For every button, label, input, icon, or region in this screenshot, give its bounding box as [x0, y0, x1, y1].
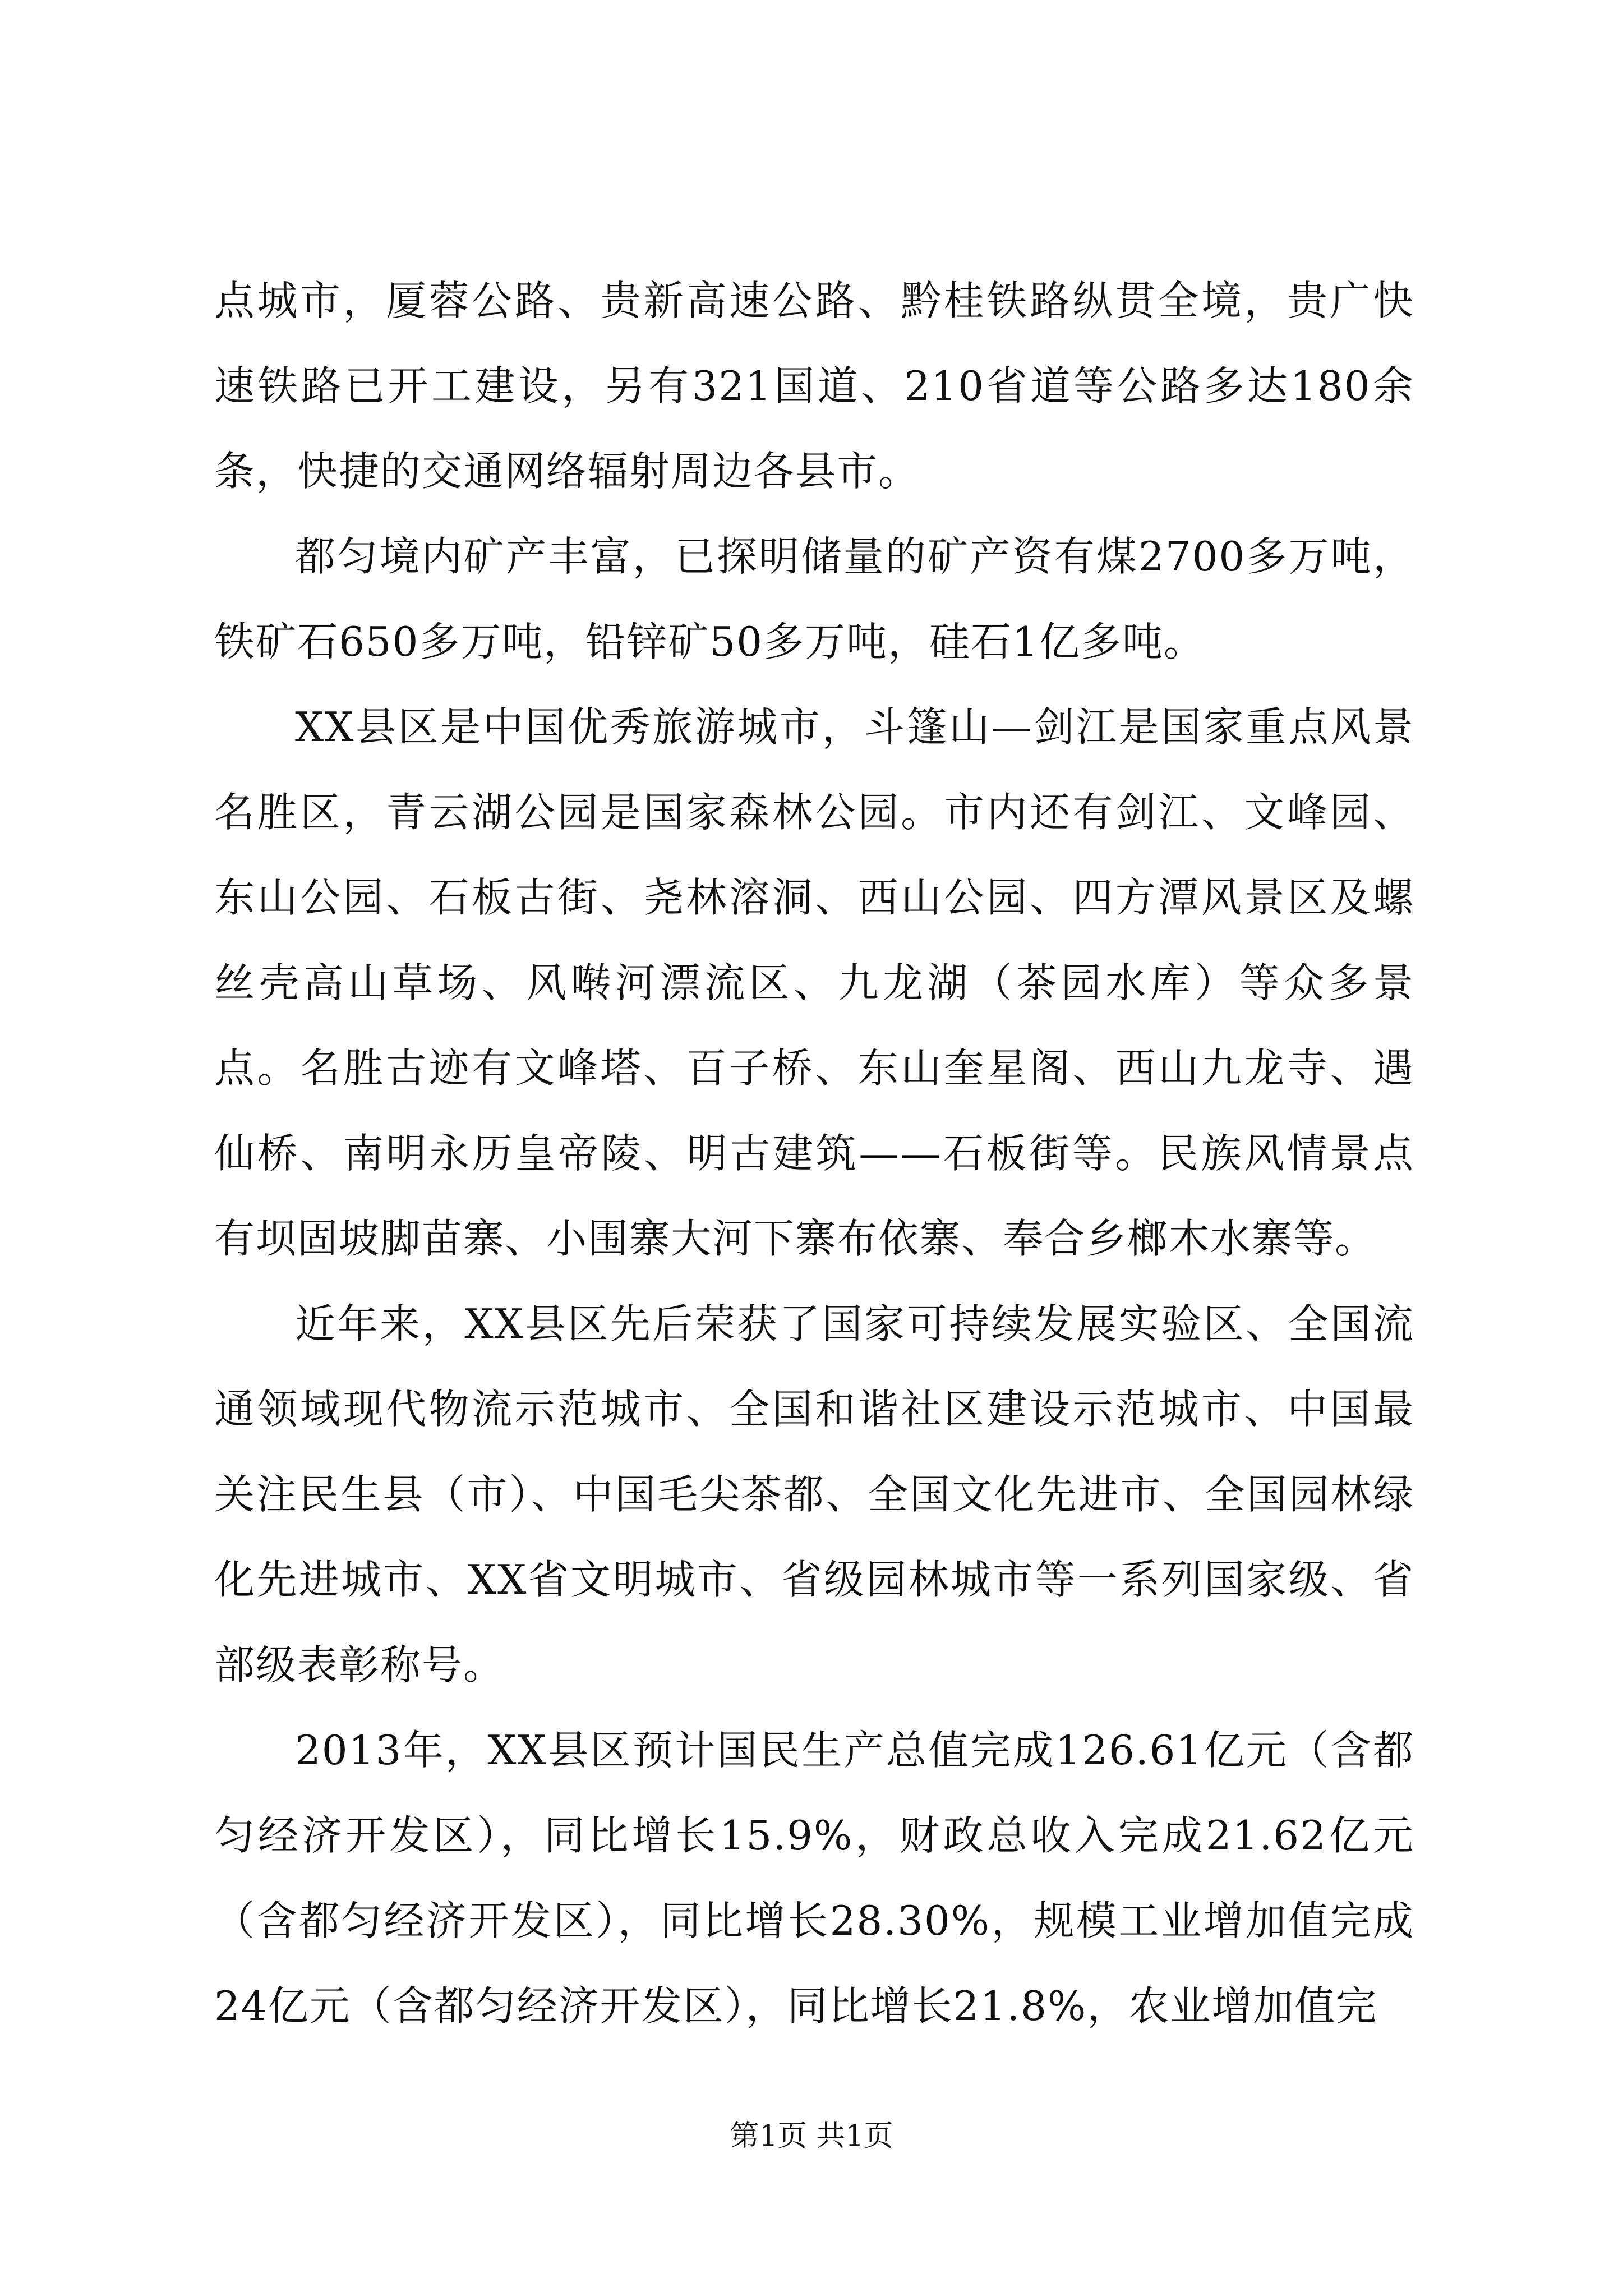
paragraph-economy: 2013年，XX县区预计国民生产总值完成126.61亿元（含都匀经济开发区），同比增长15.9%，财政总收入完成21.62亿元（含都匀经济开发区），同比增长28.30%，规模工业增加值完成24亿元（含都匀经济开发区），同比增长21.8%，农业增加值完: [214, 1727, 1414, 2030]
paragraph-transport: 点城市，厦蓉公路、贵新高速公路、黔桂铁路纵贯全境，贵广快速铁路已开工建设，另有321国道、210省道等公路多达180余条，快捷的交通网络辐射周边各县市。: [214, 277, 1414, 495]
paragraph-minerals: 都匀境内矿产丰富，已探明储量的矿产资有煤2700多万吨，铁矿石650多万吨，铅锌矿50多万吨，硅石1亿多吨。: [214, 533, 1414, 665]
page-footer: 第1页 共1页: [730, 2119, 893, 2153]
document-body: [214, 258, 1414, 2049]
paragraph-honors: 近年来，XX县区先后荣获了国家可持续发展实验区、全国流通领域现代物流示范城市、全国和谐社区建设示范城市、中国最关注民生县（市）、中国毛尖茶都、全国文化先进市、全国园林绿化先进城市、XX省文明城市、省级园林城市等一系列国家级、省部级表彰称号。: [214, 1300, 1414, 1688]
paragraph-tourism: XX县区是中国优秀旅游城市，斗篷山—剑江是国家重点风景名胜区，青云湖公园是国家森林公园。市内还有剑江、文峰园、东山公园、石板古街、尧林溶洞、西山公园、四方潭风景区及螺丝壳高山草场、风啭河漂流区、九龙湖（茶园水库）等众多景点。名胜古迹有文峰塔、百子桥、东山奎星阁、西山九龙寺、遇仙桥、南明永历皇帝陵、明古建筑——石板街等。民族风情景点有坝固坡脚苗寨、小围寨大河下寨布依寨、奉合乡榔木水寨等。: [214, 703, 1414, 1262]
